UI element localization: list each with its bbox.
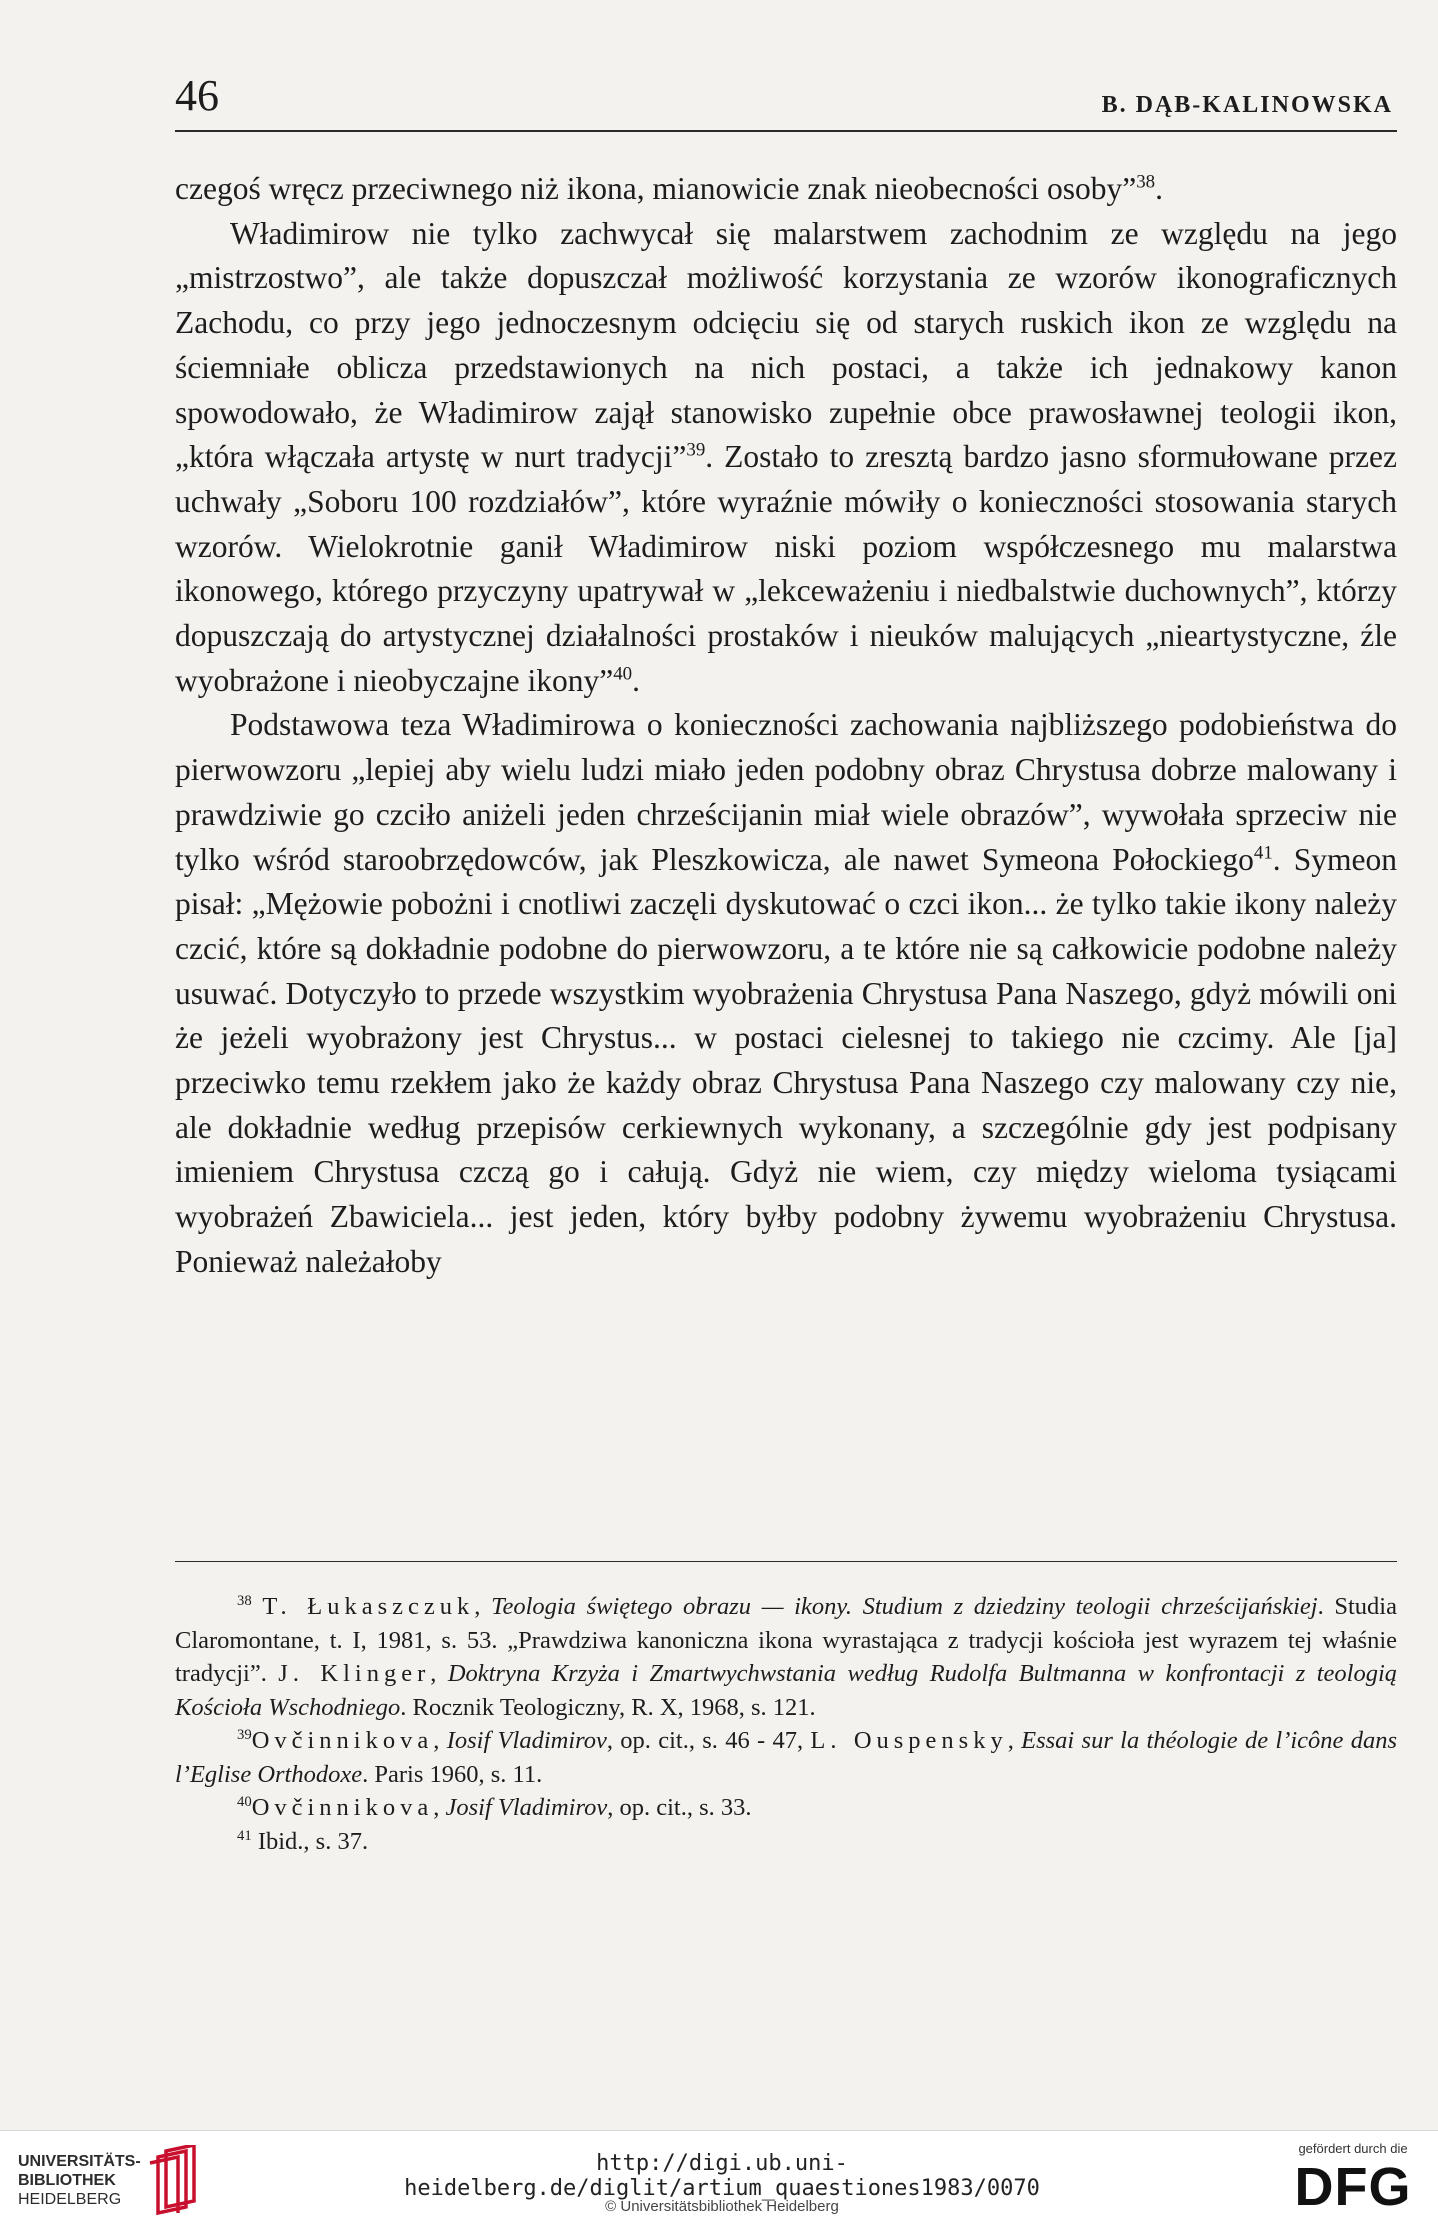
footnote-number: 39: [237, 1726, 252, 1743]
footnote-ref-39[interactable]: 39: [686, 439, 706, 461]
footnote-author: Ovčinnikova: [251, 1794, 434, 1821]
footnote-author: L. Ouspensky: [810, 1727, 1008, 1754]
paragraph-3-text-b: . Symeon pisał: „Mężowie pobożni i cnotliwi zaczęli dyskutować o czci ikon... że tylko takie ikony należy czcić, które są dokładnie podobne do pierwowzoru, a te które nie są całkowicie podobne należy usuwać. Dotyczyło to przede wszystkim wyobrażenia Chrystusa Pana Naszego, gdyż mówili oni że jeżeli wyobrażony jest Chrystus... w postaci cielesnej to takiego nie czcimy. Ale [ja] przeciwko temu rzekłem jako że każdy obraz Chrystusa Pana Naszego czy malowany czy nie, ale dokładnie według przepisów cerkiewnych wykonany, a szczególnie gdy jest podpisany imieniem Chrystusa czczą go i całują. Gdyż nie wiem, czy między wieloma tysiącami wyobrażeń Zbawiciela... jest jeden, który byłby podobny żywemu wyobrażeniu Chrystusa. Ponieważ należałoby: [175, 841, 1397, 1279]
footnote-author: T. Łukaszczuk: [262, 1593, 475, 1620]
footnote-author: Ovčinnikova: [251, 1727, 434, 1754]
library-name-line: HEIDELBERG: [18, 2191, 122, 2208]
running-head: [175, 70, 1397, 132]
footnote-text: , op. cit., s. 46 - 47,: [606, 1727, 811, 1754]
footnote-author: J. Klinger: [278, 1660, 431, 1687]
footnote-number: 38: [237, 1592, 252, 1609]
footnote-text: . Rocznik Teologiczny, R. X, 1968, s. 121.: [400, 1693, 816, 1721]
body-text: [175, 167, 1397, 1285]
footnote-separator: ,: [1007, 1727, 1022, 1754]
footnote-text: . Paris 1960, s. 11.: [362, 1760, 543, 1788]
footnote-separator: ,: [433, 1794, 446, 1821]
footnote-41: [175, 1825, 1397, 1859]
footnote-number: 40: [237, 1793, 252, 1810]
footnote-title: Teologia świętego obrazu — ikony. Studium z dziedziny teologii chrześcijańskiej: [491, 1593, 1318, 1620]
paragraph-3-text-a: Podstawowa teza Władimirowa o konieczności zachowania najbliższego podobieństwa do pierwowzoru „lepiej aby wielu ludzi miało jeden podobny obraz Chrystusa dobrze malowany i prawdziwie go czciło aniżeli jeden chrześcijanin miał wiele obrazów”, wywołała sprzeciw nie tylko wśród staroobrzędowców, jak Pleszkowicza, ale nawet Symeona Połockiego: [175, 707, 1397, 877]
paragraph-2-text-b: . Zostało to zresztą bardzo jasno sformułowane przez uchwały „Soboru 100 rozdziałów”, które wyraźnie mówiły o konieczności stosowania starych wzorów. Wielokrotnie ganił Władimirow niski poziom współczesnego mu malarstwa ikonowego, którego przyczyny upatrywał w „lekceważeniu i niedbalstwie duchownych”, którzy dopuszczają do artystycznej działalności prostaków i nieuków malujących „nieartystyczne, źle wyobrażone i nieobyczajne ikony”: [175, 439, 1397, 698]
footnote-38: [175, 1590, 1397, 1724]
footnote-separator: ,: [430, 1660, 448, 1687]
footnote-title: Essai sur la théologie de l’icône dans l’Eglise Orthodoxe: [175, 1727, 1398, 1788]
paragraph-2: [175, 212, 1397, 704]
footnote-title: Doktryna Krzyża i Zmartwychwstania według Rudolfa Bultmanna w konfrontacji z teologią Kościoła Wschodniego: [175, 1660, 1398, 1721]
footnote-separator: ,: [433, 1727, 447, 1754]
page-number: 46: [175, 71, 219, 120]
paragraph-1-text: czegoś wręcz przeciwnego niż ikona, mianowicie znak nieobecności osoby”: [175, 171, 1137, 206]
library-name-line: UNIVERSITÄTS-: [18, 2153, 141, 2170]
dfg-logo[interactable]: DFG: [1294, 2157, 1412, 2217]
footnote-divider: [175, 1561, 1397, 1562]
footnote-text: Ibid., s. 37.: [257, 1827, 369, 1855]
footnote-text: . Studia Claromontane, t. I, 1981, s. 53. „Prawdziwa kanoniczna ikona wyrastająca z tradycji kościoła jest wyrazem tej właśnie tradycji”.: [175, 1593, 1397, 1687]
running-head-author: B. DĄB-KALINOWSKA: [1101, 92, 1393, 118]
footnote-title: Josif Vladimirov: [445, 1794, 608, 1821]
permalink-url[interactable]: http://digi.ub.uni-heidelberg.de/diglit/artium_quaestiones1983/0070: [404, 2151, 1040, 2201]
paragraph-2-text-a: Władimirow nie tylko zachwycał się malarstwem zachodnim ze względu na jego „mistrzostwo”, ale także dopuszczał możliwość korzystania ze wzorów ikonograficznych Zachodu, co przy jego jednoczesnym odcięciu się od starych ruskich ikon ze względu na ściemniałe oblicza przedstawionych na nich postaci, a także ich jednakowy kanon spowodowało, że Władimirow zajął stanowisko zupełnie obce prawosławnej teologii ikon, „która włączała artystę w nurt tradycji”: [175, 215, 1397, 475]
footnote-ref-41[interactable]: 41: [1253, 842, 1273, 864]
paragraph-2-end: .: [632, 662, 640, 698]
paragraph-1: [175, 167, 1397, 212]
copyright-notice: © Universitätsbibliothek Heidelberg: [605, 2198, 839, 2215]
footnote-39: [175, 1724, 1397, 1791]
footnote-ref-38[interactable]: 38: [1136, 171, 1156, 193]
footnote-text: , op. cit., s. 33.: [607, 1794, 752, 1821]
footnote-title: Iosif Vladimirov: [446, 1727, 607, 1754]
footnote-40: [175, 1791, 1397, 1825]
paragraph-3: [175, 703, 1397, 1284]
dfg-funding-note: gefördert durch die: [1298, 2141, 1408, 2156]
footnote-separator: ,: [474, 1593, 492, 1620]
library-name-line: BIBLIOTHEK: [18, 2172, 116, 2189]
footnotes: [175, 1590, 1397, 1858]
library-logo-icon[interactable]: [148, 2145, 206, 2220]
footnote-number: 41: [237, 1827, 252, 1844]
footnote-ref-40[interactable]: 40: [613, 663, 633, 685]
viewer-footer: [0, 2130, 1438, 2227]
library-name: [18, 2152, 141, 2209]
paragraph-1-end: .: [1155, 171, 1163, 206]
